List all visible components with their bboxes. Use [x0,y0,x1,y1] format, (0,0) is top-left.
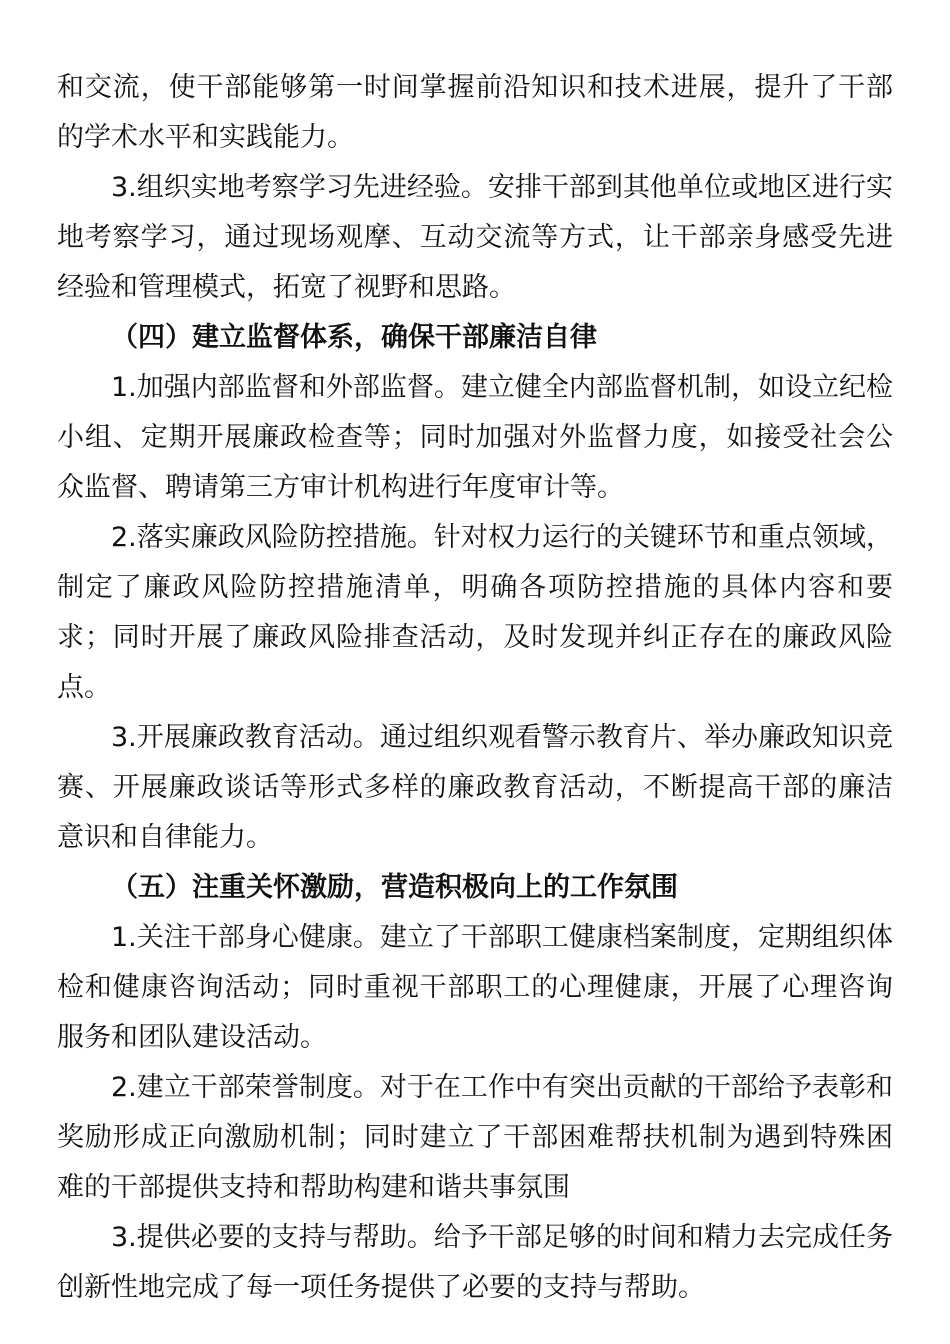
paragraph-honor-system: 2.建立干部荣誉制度。对于在工作中有突出贡献的干部给予表彰和奖励形成正向激励机制；同时建立了干部困难帮扶机制为遇到特殊困难的干部提供支持和帮助构建和谐共事氛围 [57,1072,893,1203]
paragraph-field-study: 3.组织实地考察学习先进经验。安排干部到其他单位或地区进行实地考察学习，通过现场观摩、互动交流等方式，让干部亲身感受先进经验和管理模式，拓宽了视野和思路。 [57,172,893,303]
paragraph-integrity-education: 3.开展廉政教育活动。通过组织观看警示教育片、举办廉政知识竞赛、开展廉政谈话等形式多样的廉政教育活动，不断提高干部的廉洁意识和自律能力。 [57,722,893,853]
paragraph-internal-external-supervision: 1.加强内部监督和外部监督。建立健全内部监督机制，如设立纪检小组、定期开展廉政检查等；同时加强对外监督力度，如接受社会公众监督、聘请第三方审计机构进行年度审计等。 [57,372,893,503]
section-heading-supervision: （四）建立监督体系，确保干部廉洁自律 [111,322,597,353]
paragraph-health: 1.关注干部身心健康。建立了干部职工健康档案制度，定期组织体检和健康咨询活动；同时重视干部职工的心理健康，开展了心理咨询服务和团队建设活动。 [57,922,893,1053]
document-page [57,63,893,1313]
paragraph-continued: 和交流，使干部能够第一时间掌握前沿知识和技术进展，提升了干部的学术水平和实践能力。 [57,72,893,153]
paragraph-support: 3.提供必要的支持与帮助。给予干部足够的时间和精力去完成任务创新性地完成了每一项任务提供了必要的支持与帮助。 [57,1222,893,1303]
section-heading-care-incentive: （五）注重关怀激励，营造积极向上的工作氛围 [111,872,678,903]
paragraph-risk-control: 2.落实廉政风险防控措施。针对权力运行的关键环节和重点领域，制定了廉政风险防控措施清单，明确各项防控措施的具体内容和要求；同时开展了廉政风险排查活动，及时发现并纠正存在的廉政风险点。 [57,522,893,703]
